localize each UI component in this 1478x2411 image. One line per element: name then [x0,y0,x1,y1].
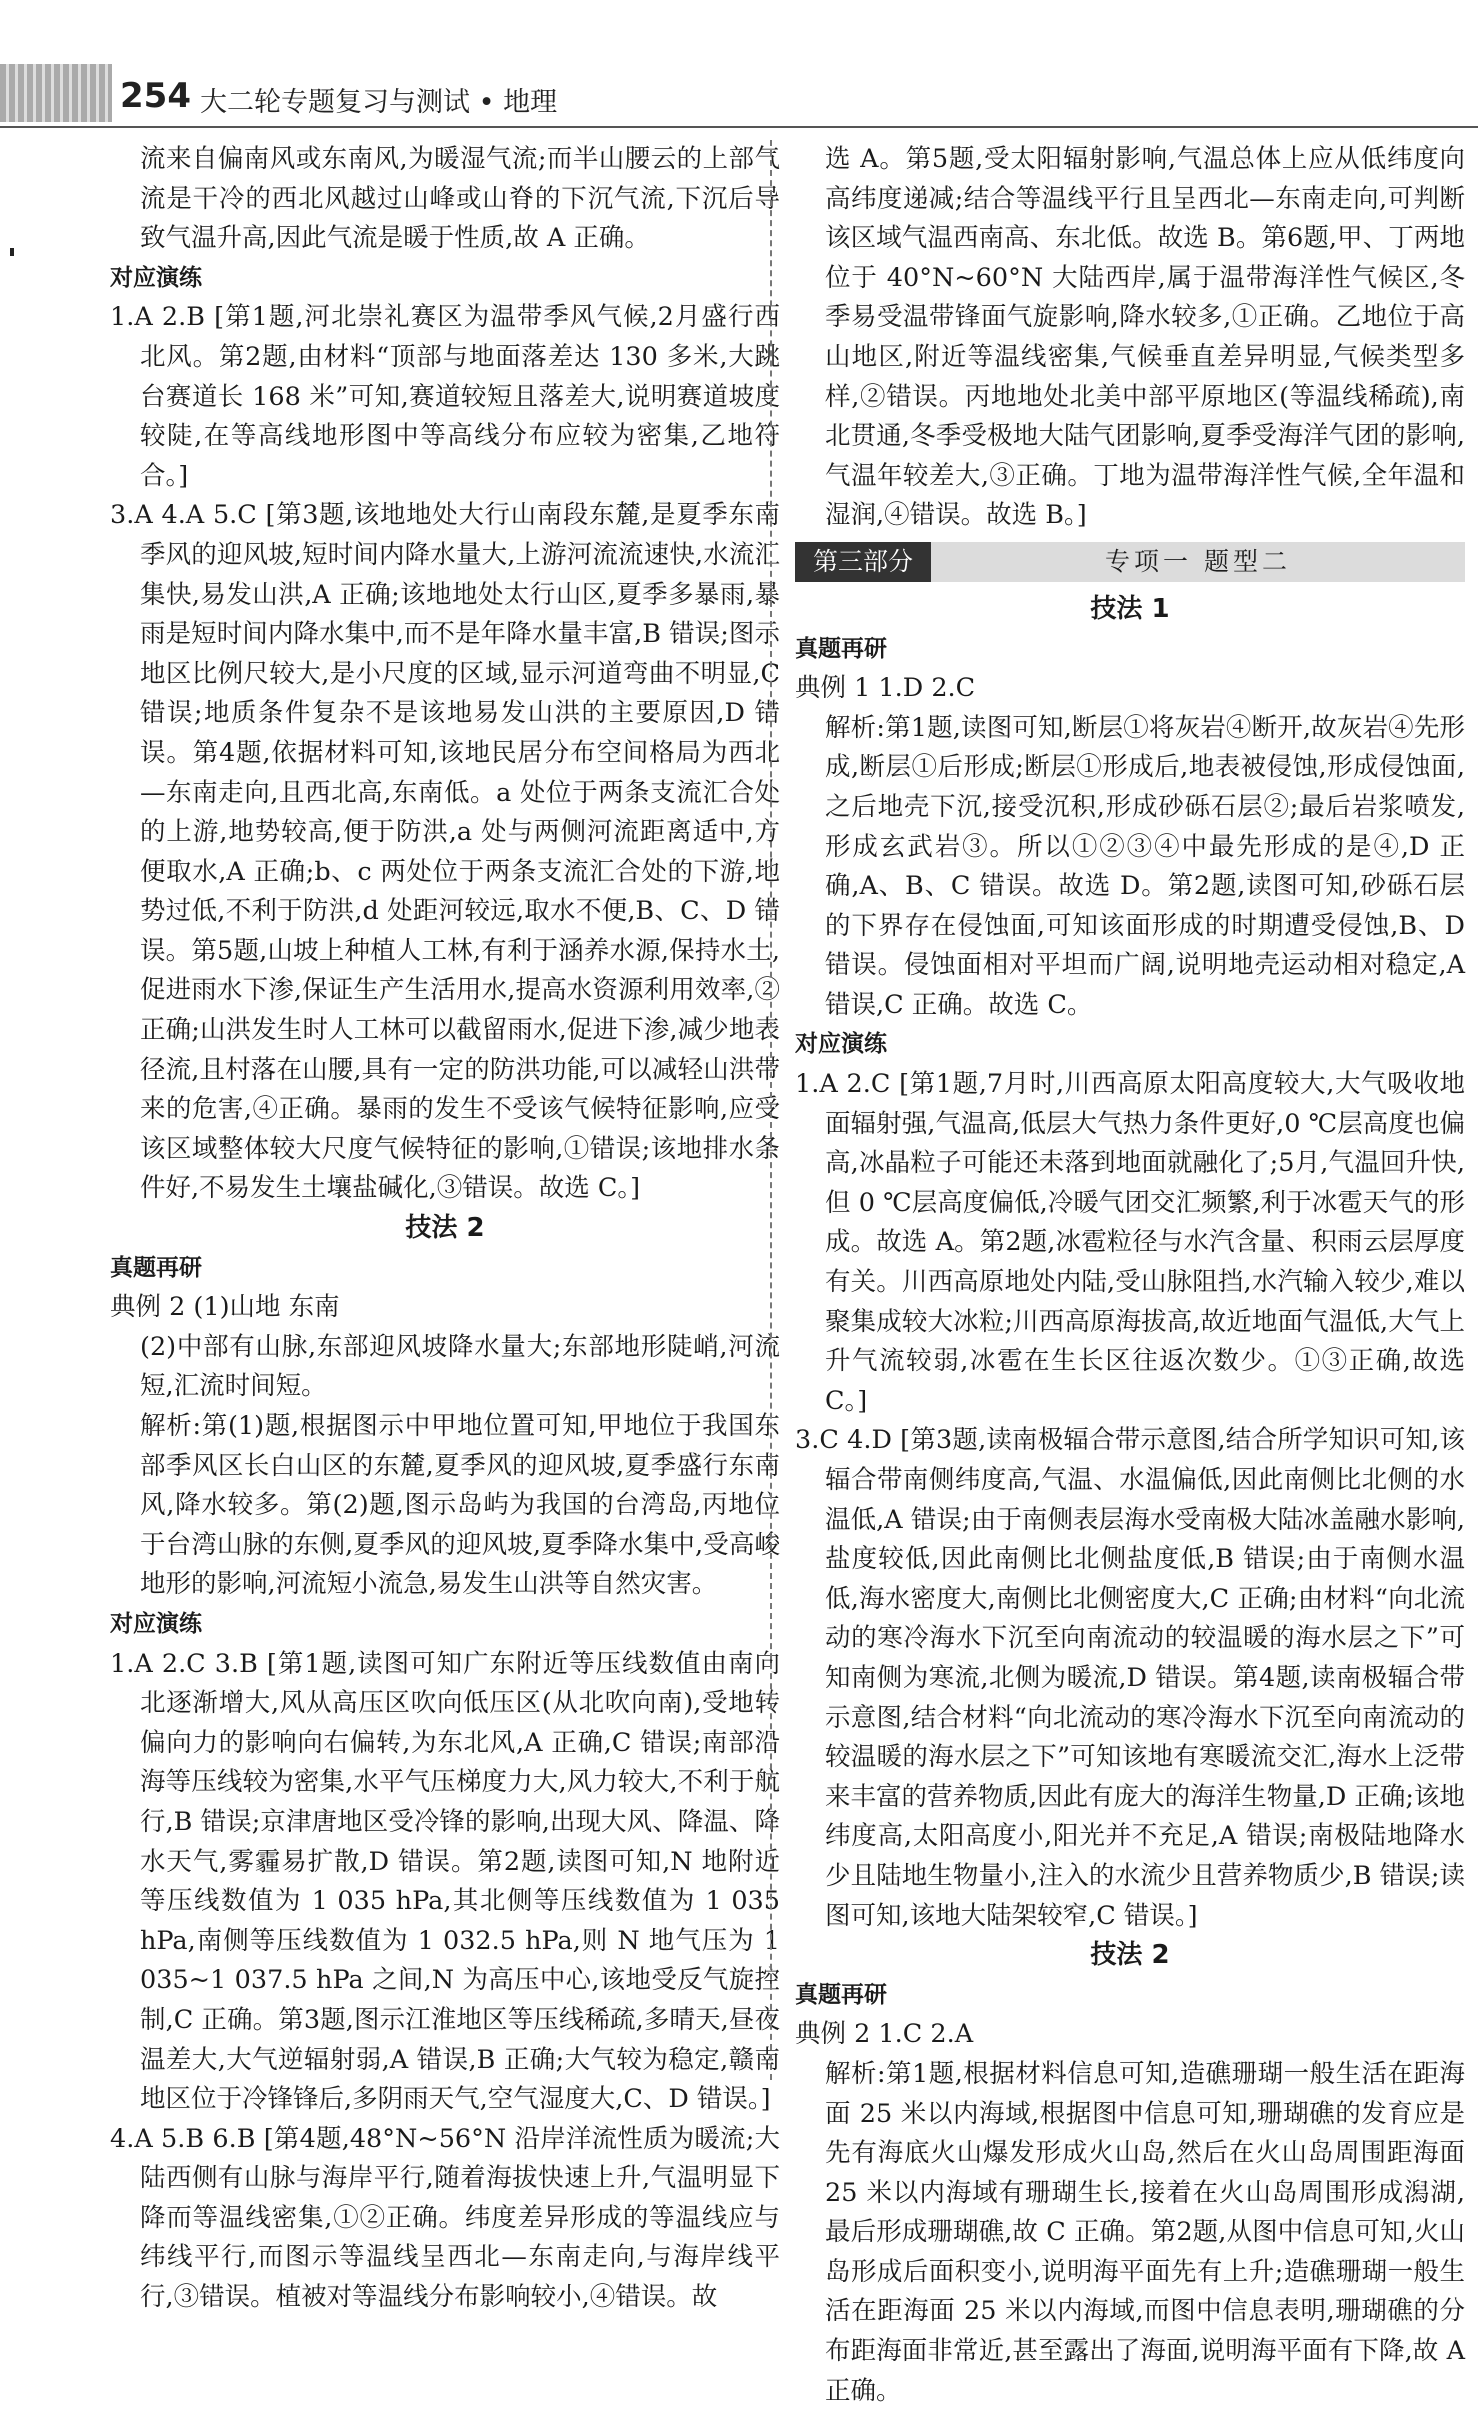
answer-block: 1.A 2.C 3.B [第1题,读图可知广东附近等压线数值由南向北逐渐增大,风从高压区吹向低压区(从北吹向南),受地转偏向力的影响向右偏转,为东北风,A 正确,C 错误;南部沿海等压线较为密集,水平气压梯度力大,风力较大,不利于航行,B 错误;京津唐地区受冷锋的影响,出现大风、降温、降水天气,雾霾易扩散,D 错误。第2题,读图可知,N 地附近等压线数值为 1 035 hPa,其北侧等压线数值为 1 035 hPa,南侧等压线数值为 1 032.5 hPa,则 N 地气压为 1 035~1 037.5 hPa 之间,N 为高压中心,该地受反气旋控制,C 正确。第3题,图示江淮地区等压线稀疏,多晴天,昼夜温差大,大气逆辐射弱,A 错误,B 正确;大气较为稳定,赣南地区位于冷锋锋后,多阴雨天气,空气湿度大,C、D 错误。] [110,1648,780,2115]
section-heading: 对应演练 [110,1610,202,1637]
answer-block: 4.A 5.B 6.B [第4题,48°N~56°N 沿岸洋流性质为暖流;大陆西侧有山脉与海岸平行,随着海拔快速上升,气温明显下降而等温线密集,①②正确。纬度差异形成的等温线应与纬线平行,而图示等温线呈西北—东南走向,与海岸线平行,③错误。植被对等温线分布影响较小,④错误。故 [110,2123,780,2313]
example-answer: 典例 2 1.C 2.A [795,2019,974,2050]
page-number: 254 [120,76,191,116]
section-heading: 对应演练 [110,264,202,291]
example-answer: 典例 2 (1)山地 东南 [110,1292,340,1323]
right-column [795,140,1465,2411]
column-divider [770,140,772,2080]
section-heading: 对应演练 [795,1031,887,1058]
example-analysis: 解析:第(1)题,根据图示中甲地位置可知,甲地位于我国东部季风区长白山区的东麓,夏季风的迎风坡,夏季盛行东南风,降水较多。第(2)题,图示岛屿为我国的台湾岛,丙地位于台湾山脉的东侧,夏季风的迎风坡,夏季降水集中,受高峻地形的影响,河流短小流急,易发生山洪等自然灾害。 [140,1411,780,1600]
section-heading: 真题再研 [795,1981,887,2008]
book-title: 大二轮专题复习与测试 • 地理 [200,87,558,118]
page-header [0,0,1478,130]
example-analysis: 解析:第1题,根据材料信息可知,造礁珊瑚一般生活在距海面 25 米以内海域,根据图中信息可知,珊瑚礁的发育应是先有海底火山爆发形成火山岛,然后在火山岛周围距海面 25 米以内海域有珊瑚生长,接着在火山岛周围形成潟湖,最后形成珊瑚礁,故 C 正确。第2题,从图中信息可知,火山岛形成后面积变小,说明海平面先有上升;造礁珊瑚一般生活在距海面 25 米以内海域,而图中信息表明,珊瑚礁的分布距海面非常近,甚至露出了海面,说明海平面有下降,故 A 正确。 [825,2058,1465,2406]
section-heading: 真题再研 [110,1254,202,1281]
section-heading: 真题再研 [795,635,887,662]
part-title: 专项一 题型二 [1105,547,1291,577]
answer-block: 1.A 2.B [第1题,河北崇礼赛区为温带季风气候,2月盛行西北风。第2题,由材料“顶部与地面落差达 130 多米,大跳台赛道长 168 米”可知,赛道较短且落差大,说明赛道坡度较陡,在等高线地形图中等高线分布应较为密集,乙地符合。] [110,302,780,491]
paragraph: 流来自偏南风或东南风,为暖湿气流;而半山腰云的上部气流是干冷的西北风越过山峰或山脊的下沉气流,下沉后导致气温升高,因此气流是暖于性质,故 A 正确。 [140,144,780,254]
part-tag: 第三部分 [795,542,931,582]
paragraph: 选 A。第5题,受太阳辐射影响,气温总体上应从低纬度向高纬度递减;结合等温线平行且呈西北—东南走向,可判断该区域气温西南高、东北低。故选 B。第6题,甲、丁两地位于 40°N~60°N 大陆西岸,属于温带海洋性气候区,冬季易受温带锋面气旋影响,降水较多,①正确。乙地位于高山地区,附近等温线密集,气候垂直差异明显,气候类型多样,②错误。丙地地处北美中部平原地区(等温线稀疏),南北贯通,冬季受极地大陆气团影响,夏季受海洋气团的影响,气温年较差大,③正确。丁地为温带海洋性气候,全年温和湿润,④错误。故选 B。] [825,144,1465,531]
header-rule [0,126,1478,128]
answer-block: 3.C 4.D [第3题,读南极辐合带示意图,结合所学知识可知,该辐合带南侧纬度高,气温、水温偏低,因此南侧比北侧的水温低,A 错误;由于南侧表层海水受南极大陆冰盖融水影响,盐度较低,因此南侧比北侧盐度低,B 错误;由于南侧水温低,海水密度大,南侧比北侧密度大,C 正确;由材料“向北流动的寒冷海水下沉至向南流动的较温暖的海水层之下”可知南侧为寒流,北侧为暖流,D 错误。第4题,读南极辐合带示意图,结合材料“向北流动的寒冷海水下沉至向南流动的较温暖的海水层之下”可知该地有寒暖流交汇,海水上泛带来丰富的营养物质,因此有庞大的海洋生物量,D 正确;该地纬度高,太阳高度小,阳光并不充足,A 错误;南极陆地降水少且陆地生物量小,注入的水流少且营养物质少,B 错误;读图可知,该地大陆架较窄,C 错误。] [795,1425,1465,1931]
answer-block: 3.A 4.A 5.C [第3题,该地地处大行山南段东麓,是夏季东南季风的迎风坡,短时间内降水量大,上游河流流速快,水流汇集快,易发山洪,A 正确;该地地处太行山区,夏季多暴雨,暴雨是短时间内降水集中,而不是年降水量丰富,B 错误;图示地区比例尺较大,是小尺度的区域,显示河道弯曲不明显,C 错误;地质条件复杂不是该地易发山洪的主要原因,D 错误。第4题,依据材料可知,该地民居分布空间格局为西北—东南走向,且西北高,东南低。a 处位于两条支流汇合处的上游,地势较高,便于防洪,a 处与两侧河流距离适中,方便取水,A 正确;b、c 两处位于两条支流汇合处的下游,地势过低,不利于防洪,d 处距河较远,取水不便,B、C、D 错误。第5题,山坡上种植人工林,有利于涵养水源,保持水土,促进雨水下渗,保证生产生活用水,提高水资源利用效率,②正确;山洪发生时人工林可以截留雨水,促进下渗,减少地表径流,且村落在山腰,具有一定的防洪功能,可以减轻山洪带来的危害,④正确。暴雨的发生不受该气候特征影响,应受该区域整体较大尺度气候特征的影响,①错误;该地排水条件好,不易发生土壤盐碱化,③错误。故选 C。] [110,500,780,1204]
margin-mark [10,248,14,256]
method-title: 技法 2 [1090,1940,1170,1971]
method-title: 技法 1 [1090,593,1170,624]
header-decoration [0,64,112,122]
answer-block: 1.A 2.C [第1题,7月时,川西高原太阳高度较大,大气吸收地面辐射强,气温高,低层大气热力条件更好,0 ℃层高度也偏高,冰晶粒子可能还未落到地面就融化了;5月,气温回升快,但 0 ℃层高度偏低,冷暖气团交汇频繁,利于冰雹天气的形成。故选 A。第2题,冰雹粒径与水汽含量、积雨云层厚度有关。川西高原地处内陆,受山脉阻挡,水汽输入较少,难以聚集成较大冰粒;川西高原海拔高,故近地面气温低,大气上升气流较弱,冰雹在生长区往返次数少。①③正确,故选 C。] [795,1069,1465,1416]
method-title: 技法 2 [405,1213,485,1244]
example-answer: 典例 1 1.D 2.C [795,673,976,704]
left-column [110,140,780,2318]
part-banner [795,542,1465,582]
example-analysis: 解析:第1题,读图可知,断层①将灰岩④断开,故灰岩④先形成,断层①后形成;断层①形成后,地表被侵蚀,形成侵蚀面,之后地壳下沉,接受沉积,形成砂砾石层②;最后岩浆喷发,形成玄武岩③。所以①②③④中最先形成的是④,D 正确,A、B、C 错误。故选 D。第2题,读图可知,砂砾石层的下界存在侵蚀面,可知该面形成的时期遭受侵蚀,B、D 错误。侵蚀面相对平坦而广阔,说明地壳运动相对稳定,A 错误,C 正确。故选 C。 [825,712,1465,1020]
example-answer: (2)中部有山脉,东部迎风坡降水量大;东部地形陡峭,河流短,汇流时间短。 [140,1331,780,1402]
